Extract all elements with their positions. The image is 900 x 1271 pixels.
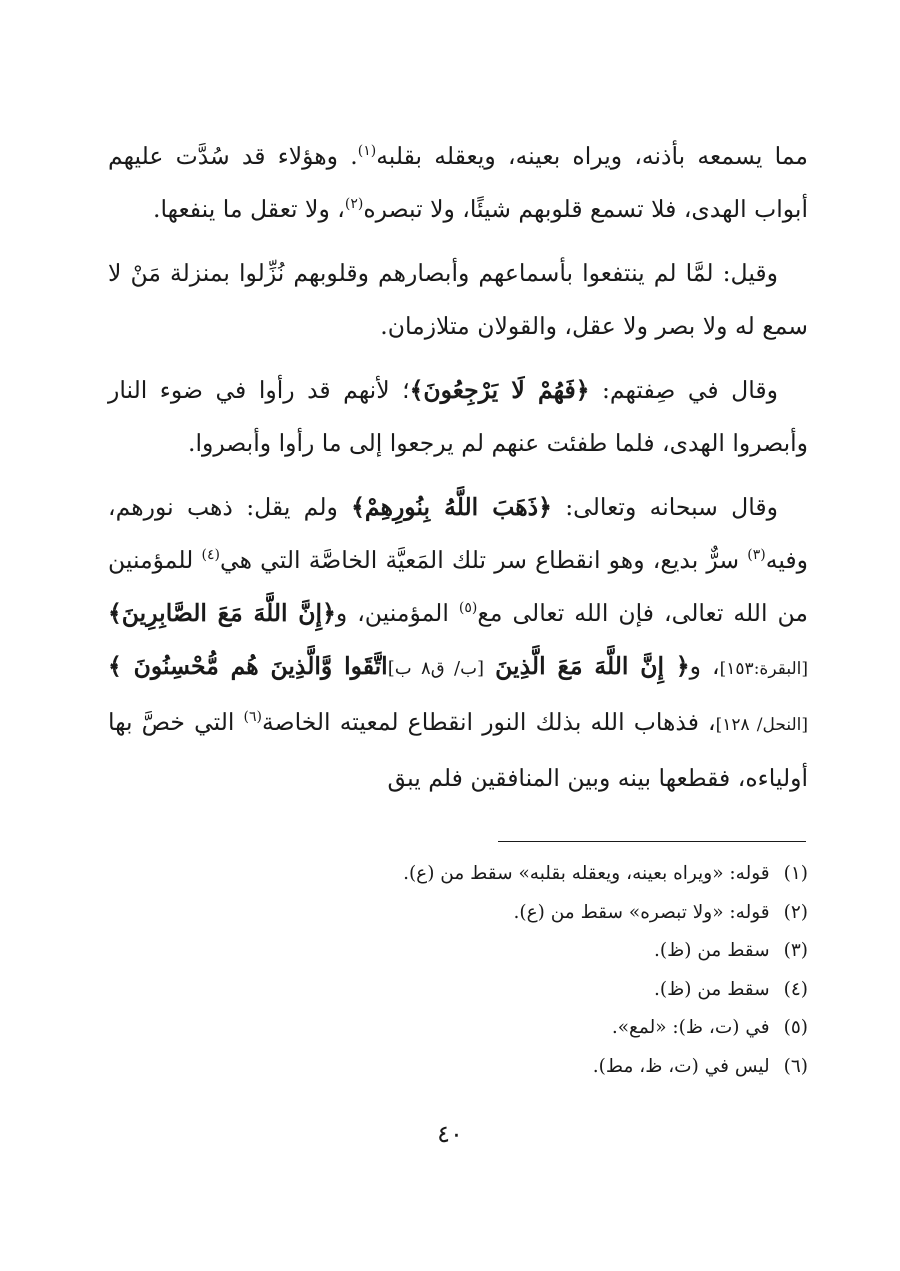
footnote-ref-2[interactable]: (٢) (344, 196, 364, 213)
footnote-number: (١) (783, 863, 808, 884)
paragraph-4 (108, 481, 808, 805)
quran-verse: ﴿ إِنَّ اللَّهَ مَعَ الَّذِينَ (495, 652, 690, 680)
text-run: ، و (689, 652, 720, 680)
footnote-text: ليس في (ت، ظ، مط). (592, 1055, 770, 1077)
surah-reference: [البقرة:١٥٣] (719, 659, 808, 679)
footnote-text: قوله: «ولا تبصره» سقط من (ع). (513, 901, 770, 923)
quran-verse: ﴿ذَهَبَ اللَّهُ بِنُورِهِمْ﴾ (351, 493, 552, 521)
text-run: ولم يقل: ذهب نورهم، وفيه (108, 493, 809, 574)
text-run: وقيل: لمَّا لم ينتفعوا بأسماعهم وأبصارهم وقلوبهم نُزِّلوا بمنزلة مَنْ لا سمع له ولا بصر ولا عقل، والقولان متلازمان. (108, 259, 808, 340)
footnote-item (300, 894, 808, 933)
footnote-divider (498, 841, 806, 842)
text-run: مما يسمعه بأذنه، ويراه بعينه، ويعقله بقلبه (376, 142, 808, 170)
footnote-text: سقط من (ظ). (654, 978, 770, 1000)
text-run: ، فذهاب الله بذلك النور انقطاع لمعيته الخاصة (262, 708, 716, 736)
footnote-item (300, 1009, 808, 1048)
footnote-item (300, 971, 808, 1010)
footnote-item (300, 932, 808, 971)
footnote-number: (٥) (783, 1017, 808, 1038)
footnote-text: سقط من (ظ). (654, 940, 770, 961)
footnote-ref-6[interactable]: (٦) (243, 709, 263, 726)
footnote-ref-5[interactable]: (٥) (458, 600, 478, 617)
footnote-ref-1[interactable]: (١) (357, 143, 377, 160)
paragraph-1 (108, 130, 808, 236)
footnote-number: (٤) (783, 978, 808, 1000)
text-run: للمؤمنين من الله تعالى، فإن الله تعالى مع (108, 546, 808, 627)
text-run: المؤمنين، و (335, 599, 459, 627)
quran-verse: ﴿فَهُمْ لَا يَرْجِعُونَ﴾ (409, 376, 590, 404)
footnote-number: (٢) (783, 901, 808, 923)
text-run: ، ولا تعقل ما ينفعها. (153, 195, 345, 223)
text-run: ؛ لأنهم قد رأوا في ضوء النار وأبصروا الهدى، فلما طفئت عنهم لم يرجعوا إلى ما رأوا وأبصروا. (108, 376, 808, 457)
page-number: ٤٠ (437, 1120, 463, 1148)
footnote-number: (٣) (783, 940, 808, 961)
paragraph-2 (108, 247, 808, 353)
text-run: . وهؤلاء قد سُدَّت عليهم أبواب الهدى، فلا تسمع قلوبهم شيئًا، ولا تبصره (108, 142, 808, 223)
quran-verse: ﴿إِنَّ اللَّهَ مَعَ الصَّابِرِينَ﴾ (108, 599, 336, 627)
footnote-number: (٦) (783, 1055, 808, 1077)
paragraph-3 (108, 364, 808, 470)
manuscript-marker: [ب/ ق٨ ب] (387, 658, 485, 679)
text-run: سرٌّ بديع، وهو انقطاع سر تلك المَعيَّة الخاصَّة التي هي (219, 546, 748, 574)
text-run: وقال سبحانه وتعالى: (551, 493, 778, 521)
main-text (108, 130, 808, 816)
footnote-ref-3[interactable]: (٣) (747, 547, 766, 564)
surah-reference: [النحل/ ١٢٨] (715, 715, 808, 735)
footnote-ref-4[interactable]: (٤) (201, 547, 220, 564)
footnote-item (300, 855, 808, 894)
text-run: وقال في صِفتهم: (589, 376, 779, 404)
footnotes-section (300, 855, 808, 1086)
footnote-item (300, 1048, 808, 1087)
footnote-text: في (ت، ظ): «لمع». (611, 1017, 770, 1038)
quran-verse: اتَّقَوا وَّالَّذِينَ هُم مُّحْسِنُونَ ﴾ (108, 652, 388, 680)
footnote-text: قوله: «ويراه بعينه، ويعقله بقلبه» سقط من (ع). (403, 863, 770, 884)
text-run: التي خصَّ بها أولياءه، فقطعها بينه وبين المنافقين فلم يبق (108, 708, 808, 792)
